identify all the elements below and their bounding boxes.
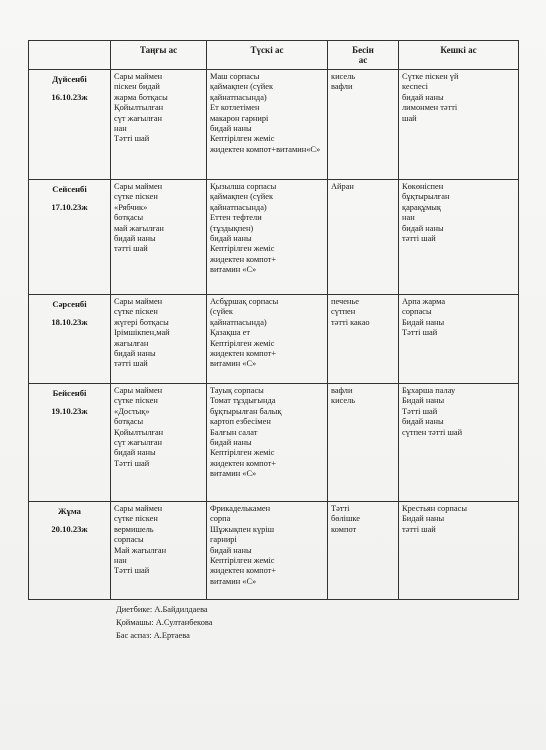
lunch-item: Тауық сорпасы: [210, 386, 264, 395]
lunch-item: Асбұршақ сорпасы: [210, 297, 279, 306]
lunch-item: қаймақпен (сүйек: [210, 192, 274, 202]
lunch-item: жидектен компот+: [210, 349, 277, 359]
day-name: Дүйсенбі: [52, 74, 87, 84]
snack-item: печенье: [331, 297, 359, 306]
breakfast-item: сүтке піскен: [114, 307, 158, 317]
signatures: [116, 603, 212, 642]
breakfast-item: Ірімшікпен,май: [114, 328, 170, 338]
table-row: [29, 295, 519, 384]
dinner-item: тәтті шай: [402, 524, 436, 534]
lunch-item: бидай наны: [210, 438, 252, 448]
dinner-cell: [399, 180, 519, 295]
dinner-item: Көкөніспен: [402, 182, 444, 191]
header-snack: [328, 41, 399, 70]
day-date: 17.10.23ж: [51, 202, 88, 213]
breakfast-item: сүтке піскен: [114, 396, 158, 406]
snack-item: тәтті какао: [331, 317, 370, 327]
breakfast-item: бидай наны: [114, 349, 156, 359]
lunch-item: қайнатпасында): [210, 317, 267, 327]
snack-cell: [328, 384, 399, 502]
snack-item: кисель: [331, 396, 356, 406]
breakfast-item: Сары маймен: [114, 72, 163, 81]
breakfast-cell: [111, 384, 207, 502]
header-snack-line-1: Бесін: [352, 45, 374, 55]
lunch-cell: [207, 295, 328, 384]
breakfast-item: бидай наны: [114, 234, 156, 244]
snack-item: компот: [331, 524, 357, 534]
snack-cell: [328, 70, 399, 180]
signature-head-cook: Бас аспаз: А.Ертаева: [116, 631, 190, 640]
header-dinner: Кешкі ас: [399, 41, 519, 70]
breakfast-item: ботқасы: [114, 213, 144, 223]
breakfast-item: сүт жағылған: [114, 113, 163, 123]
dinner-item: Арпа жарма: [402, 297, 446, 306]
lunch-item: витамин «С»: [210, 576, 257, 586]
breakfast-item: тәтті шай: [114, 244, 148, 254]
lunch-item: бидай наны: [210, 545, 252, 555]
dinner-item: сүтпен тәтті шай: [402, 427, 463, 437]
snack-cell: [328, 295, 399, 384]
dinner-item: бидай наны: [402, 92, 444, 102]
day-cell: [29, 180, 111, 295]
lunch-item: сорпа: [210, 514, 231, 524]
day-name: Сейсенбі: [52, 184, 87, 194]
dinner-item: Тәтті шай: [402, 328, 438, 338]
day-date: 19.10.23ж: [51, 406, 88, 417]
dinner-item: Сүтке піскен үй: [402, 72, 459, 81]
breakfast-item: Тәтті шай: [114, 134, 150, 144]
lunch-cell: [207, 502, 328, 600]
lunch-item: Еттен тефтели: [210, 213, 262, 223]
lunch-cell: [207, 384, 328, 502]
dinner-item: нан: [402, 213, 415, 223]
table-header-row: [29, 41, 519, 70]
dinner-item: бидай наны: [402, 223, 444, 233]
breakfast-item: май жағылған: [114, 223, 164, 233]
day-date: 16.10.23ж: [51, 92, 88, 103]
snack-item: бөлішке: [331, 514, 360, 524]
snack-item: кисель: [331, 72, 356, 81]
dinner-item: Крестьян сорпасы: [402, 504, 467, 513]
dinner-cell: [399, 502, 519, 600]
breakfast-item: сүтке піскен: [114, 514, 158, 524]
dinner-item: Бидай наны: [402, 514, 445, 524]
dinner-item: тәтті шай: [402, 234, 436, 244]
breakfast-item: ботқасы: [114, 417, 144, 427]
dinner-cell: [399, 384, 519, 502]
breakfast-item: «Рябчик»: [114, 202, 148, 212]
lunch-item: (тұздықпен): [210, 223, 254, 233]
lunch-item: витамин «С»: [210, 265, 257, 275]
day-cell: [29, 70, 111, 180]
breakfast-cell: [111, 502, 207, 600]
lunch-cell: [207, 70, 328, 180]
snack-cell: [328, 180, 399, 295]
breakfast-item: нан: [114, 124, 127, 134]
dinner-item: Бидай наны: [402, 396, 445, 406]
lunch-item: Ет котлетімен: [210, 103, 260, 113]
breakfast-item: бидай наны: [114, 448, 156, 458]
day-name: Сәрсенбі: [52, 299, 87, 309]
signature-storekeeper: Қоймашы: А.Султанбекова: [116, 618, 213, 627]
breakfast-item: «Достық»: [114, 406, 150, 416]
lunch-item: Фрикаделькамен: [210, 504, 271, 513]
snack-item: Айран: [331, 182, 354, 191]
lunch-item: бидай наны: [210, 124, 252, 134]
table-row: [29, 502, 519, 600]
breakfast-item: піскен бидай: [114, 82, 160, 92]
breakfast-item: Тәтті шай: [114, 566, 150, 576]
breakfast-item: сүтке піскен: [114, 192, 158, 202]
dinner-item: сорпасы: [402, 307, 432, 317]
lunch-item: витамин «С»: [210, 469, 257, 479]
dinner-cell: [399, 295, 519, 384]
lunch-cell: [207, 180, 328, 295]
lunch-item: Шұжықпен күріш: [210, 524, 275, 534]
lunch-item: витамин «С»: [210, 359, 257, 369]
header-snack-line-2: ас: [358, 55, 368, 66]
breakfast-item: Сары маймен: [114, 297, 163, 306]
breakfast-item: сорпасы: [114, 535, 144, 545]
breakfast-cell: [111, 295, 207, 384]
lunch-item: гарнирі: [210, 535, 237, 545]
breakfast-cell: [111, 70, 207, 180]
dinner-item: бидай наны: [402, 417, 444, 427]
breakfast-item: сүт жағылған: [114, 438, 163, 448]
snack-item: сүтпен: [331, 307, 356, 317]
lunch-item: Кептірілген жеміс: [210, 338, 275, 348]
lunch-item: жидектен компот+: [210, 458, 277, 468]
dinner-cell: [399, 70, 519, 180]
breakfast-item: Сары маймен: [114, 504, 163, 513]
lunch-item: Балғын салат: [210, 427, 258, 437]
day-name: Бейсенбі: [52, 388, 87, 398]
day-cell: [29, 384, 111, 502]
lunch-item: қайнатпасында): [210, 202, 267, 212]
weekly-menu-table: [28, 40, 519, 600]
lunch-item: картоп езбесімен: [210, 417, 271, 427]
dinner-item: бұқтырылған: [402, 192, 450, 202]
day-cell: [29, 502, 111, 600]
breakfast-item: нан: [114, 556, 127, 566]
snack-item: вафли: [331, 386, 353, 395]
day-date: 18.10.23ж: [51, 317, 88, 328]
lunch-item: жидектен компот+: [210, 254, 277, 264]
breakfast-item: Қойылтылған: [114, 427, 164, 437]
breakfast-item: Қойылтылған: [114, 103, 164, 113]
lunch-item: Қызылша сорпасы: [210, 182, 277, 191]
lunch-item: Маш сорпасы: [210, 72, 260, 81]
dinner-item: Тәтті шай: [402, 406, 438, 416]
lunch-item: Кептірілген жеміс: [210, 556, 275, 566]
breakfast-item: вермишель: [114, 524, 154, 534]
signature-dietitian: Диетбике: А.Байдилдаева: [116, 605, 208, 614]
table-row: [29, 384, 519, 502]
dinner-item: кеспесі: [402, 82, 428, 92]
day-name: Жұма: [58, 506, 81, 516]
lunch-item: бұқтырылған балық: [210, 406, 282, 416]
lunch-item: жидектен компот+витамин«С»: [210, 144, 321, 154]
breakfast-item: тәтті шай: [114, 359, 148, 369]
lunch-item: жидектен компот+: [210, 566, 277, 576]
header-breakfast: Таңғы ас: [111, 41, 207, 70]
dinner-item: шай: [402, 113, 417, 123]
breakfast-item: Май жағылған: [114, 545, 167, 555]
lunch-item: Кептірілген жеміс: [210, 134, 275, 144]
lunch-item: қаймақпен (сүйек: [210, 82, 274, 92]
breakfast-item: жағылған: [114, 338, 149, 348]
dinner-item: Бұхарша палау: [402, 386, 456, 395]
lunch-item: Кептірілген жеміс: [210, 448, 275, 458]
dinner-item: лимонмен тәтті: [402, 103, 458, 113]
breakfast-item: Сары маймен: [114, 182, 163, 191]
lunch-item: Қазақша ет: [210, 328, 251, 338]
snack-cell: [328, 502, 399, 600]
day-date: 20.10.23ж: [51, 524, 88, 535]
lunch-item: Кептірілген жеміс: [210, 244, 275, 254]
table-row: [29, 70, 519, 180]
dinner-item: Бидай наны: [402, 317, 445, 327]
breakfast-item: жүгері ботқасы: [114, 317, 169, 327]
breakfast-item: Сары маймен: [114, 386, 163, 395]
breakfast-item: Тәтті шай: [114, 458, 150, 468]
header-lunch: Түскі ас: [207, 41, 328, 70]
lunch-item: (сүйек: [210, 307, 233, 317]
day-cell: [29, 295, 111, 384]
lunch-item: Томат тұздығында: [210, 396, 276, 406]
snack-item: вафли: [331, 82, 353, 92]
lunch-item: қайнатпасында): [210, 92, 267, 102]
table-row: [29, 180, 519, 295]
header-day: [29, 41, 111, 70]
breakfast-item: жарма ботқасы: [114, 92, 168, 102]
breakfast-cell: [111, 180, 207, 295]
lunch-item: бидай наны: [210, 234, 252, 244]
snack-item: Тәтті: [331, 504, 350, 513]
dinner-item: қарақұмық: [402, 202, 441, 212]
lunch-item: макарон гарнирі: [210, 113, 269, 123]
